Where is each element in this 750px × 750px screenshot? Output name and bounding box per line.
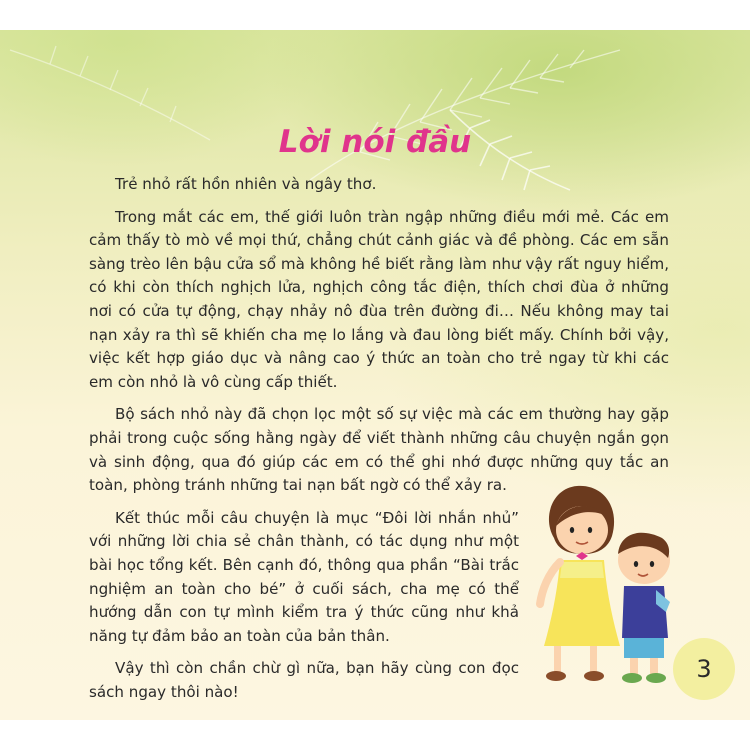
boy-figure xyxy=(618,533,670,683)
page-number-badge xyxy=(673,638,735,700)
paragraph: Bộ sách nhỏ này đã chọn lọc một số sự việc mà các em thường hay gặp phải trong cuộc sống hằng ngày để viết thành những câu chuyện ngắn gọn và sinh động, qua đó giúp các em có thể ghi nhớ được những quy tắc an toàn, phòng tránh những tai nạn bất ngờ có thể xảy ra. xyxy=(89,405,669,495)
girl-figure xyxy=(540,486,620,681)
page-title: Lời nói đầu xyxy=(278,124,472,160)
paragraph: Vậy thì còn chần chừ gì nữa, bạn hãy cùng con đọc sách ngay thôi nào! xyxy=(89,659,519,701)
paragraph: Kết thúc mỗi câu chuyện là mục “Đôi lời nhắn nhủ” với những lời chia sẻ chân thành, có tác dụng như một bài học tổng kết. Bên cạnh đó, thông qua phần “Bài trắc nghiệm an toàn cho bé” ở cuối sách, cha mẹ có thể hướng dẫn con tự mình kiểm tra ý thức cũng như khả năng tự đảm bảo an toàn của bản thân. xyxy=(89,508,519,645)
book-page xyxy=(0,30,750,720)
children-illustration xyxy=(532,478,672,694)
page-number: 3 xyxy=(696,655,712,683)
paragraph: Trẻ nhỏ rất hồn nhiên và ngây thơ. xyxy=(115,175,377,193)
paragraph: Trong mắt các em, thế giới luôn tràn ngập những điều mới mẻ. Các em cảm thấy tò mò về mọi thứ, chẳng chút cảnh giác và đề phòng. Các em sẵn sàng trèo lên bậu cửa sổ mà không hề biết rằng làm như vậy rất nguy hiểm, có khi còn thích nghịch lửa, nghịch công tắc điện, thích chơi đùa ở những nơi có cửa tự động, chạy nhảy nô đùa trên đường đi… Nếu không may tai nạn xảy ra thì sẽ khiến cha mẹ lo lắng và đau lòng biết mấy. Chính bởi vậy, việc kết hợp giáo dục và nâng cao ý thức an toàn cho trẻ ngay từ khi các em còn nhỏ là vô cùng cấp thiết. xyxy=(89,207,669,391)
